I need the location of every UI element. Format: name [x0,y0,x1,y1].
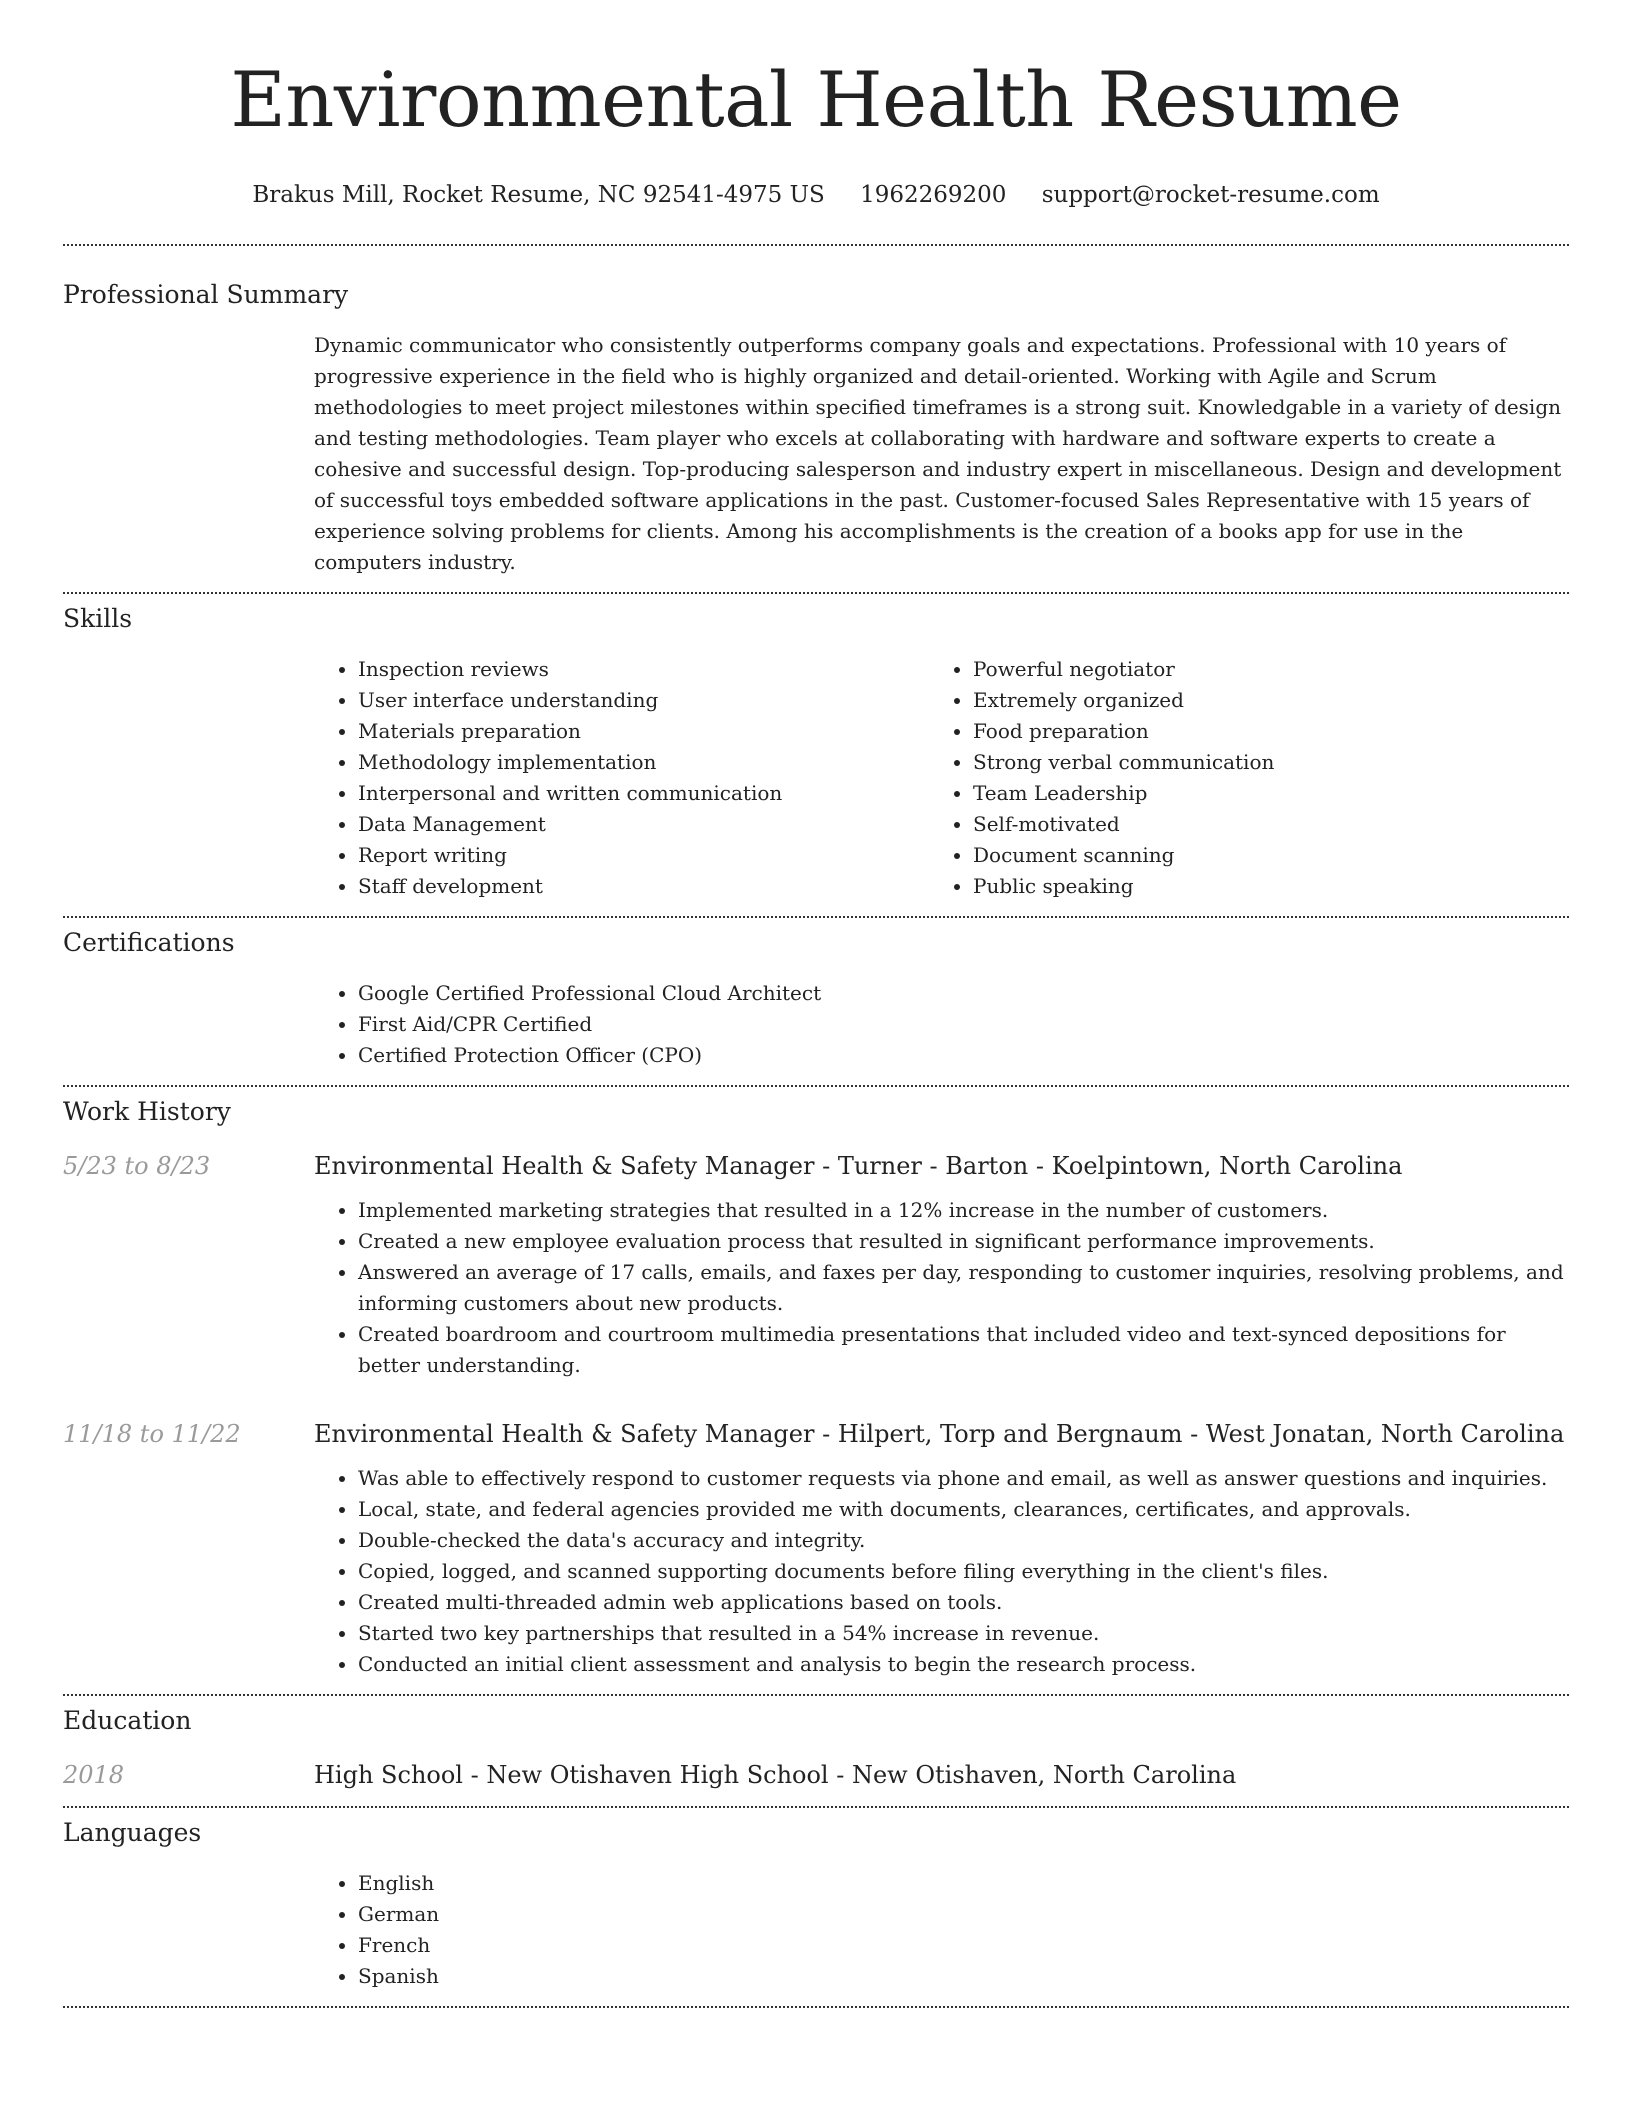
skill-item: • Data Management [358,809,929,840]
certification-item: • Google Certified Professional Cloud Architect [358,978,1569,1009]
summary-text: Dynamic communicator who consistently outperforms company goals and expectations. Professional with 10 years of progressive experience in the field who is highly organized and detail-oriented. Working with Agile and Scrum methodologies to meet project milestones within specified timeframes is a strong suit. Knowledgable in a variety of design and testing methodologies. Team player who excels at collaborating with hardware and software experts to create a cohesive and successful design. Top-producing salesperson and industry expert in miscellaneous. Design and development of successful toys embedded software applications in the past. Customer-focused Sales Representative with 15 years of experience solving problems for clients. Among his accomplishments is the creation of a books app for use in the computers industry. [314,333,1562,574]
skills-list-left [314,654,929,902]
skills-list-right [929,654,1544,902]
education-entry [63,1758,1569,1792]
job-details [314,1195,1569,1381]
skill-item: • Food preparation [973,716,1544,747]
job-bullet: • Implemented marketing strategies that resulted in a 12% increase in the number of customers. [358,1195,1569,1226]
job-entry [63,1149,1569,1381]
contact-phone: 1962269200 [860,182,1007,208]
education-heading-line: High School - New Otishaven High School - New Otishaven, North Carolina [314,1761,1237,1789]
skill-item: • Self-motivated [973,809,1544,840]
skill-item: • Staff development [358,871,929,902]
skills-heading: Skills [63,604,133,633]
job-bullet: • Conducted an initial client assessment and analysis to begin the research process. [358,1649,1569,1680]
contact-email: support@rocket-resume.com [1041,182,1380,208]
certifications-section [63,918,1569,1085]
job-details [314,1463,1569,1680]
summary-heading: Professional Summary [63,280,349,309]
skills-section [63,594,1569,916]
skill-item: • Extremely organized [973,685,1544,716]
language-item: • Spanish [358,1961,1569,1992]
job-bullet: • Copied, logged, and scanned supporting documents before filing everything in the client's files. [358,1556,1569,1587]
language-item: • German [358,1899,1569,1930]
skill-item: • Report writing [358,840,929,871]
job-bullet: • Double-checked the data's accuracy and integrity. [358,1525,1569,1556]
education-section [63,1696,1569,1806]
certification-item: • Certified Protection Officer (CPO) [358,1040,1569,1071]
skill-item: • Team Leadership [973,778,1544,809]
job-bullet: • Started two key partnerships that resulted in a 54% increase in revenue. [358,1618,1569,1649]
language-item: • English [358,1868,1569,1899]
education-heading: Education [63,1706,192,1735]
certifications-list [314,978,1569,1071]
skill-item: • Inspection reviews [358,654,929,685]
job-bullet: • Created a new employee evaluation process that resulted in significant performance improvements. [358,1226,1569,1257]
job-date: 5/23 to 8/23 [63,1152,211,1180]
work-history-section [63,1087,1569,1694]
skills-content [314,654,1569,902]
job-bullet: • Created multi-threaded admin web applications based on tools. [358,1587,1569,1618]
languages-section [63,1808,1569,2006]
job-bullet: • Was able to effectively respond to customer requests via phone and email, as well as answer questions and inquiries. [358,1463,1569,1494]
resume-title: Environmental Health Resume [230,55,1402,144]
summary-content [314,330,1569,578]
resume-header [63,0,1569,210]
skill-item: • User interface understanding [358,685,929,716]
contact-address: Brakus Mill, Rocket Resume, NC 92541-4975 US [252,182,825,208]
section-divider [63,2006,1569,2008]
work-history-heading: Work History [63,1097,231,1126]
languages-list [314,1868,1569,1992]
job-entry [63,1417,1569,1680]
certifications-heading: Certifications [63,928,235,957]
skill-item: • Methodology implementation [358,747,929,778]
job-date: 11/18 to 11/22 [63,1420,241,1448]
summary-section [63,246,1569,592]
languages-heading: Languages [63,1818,202,1847]
certification-item: • First Aid/CPR Certified [358,1009,1569,1040]
skill-item: • Interpersonal and written communication [358,778,929,809]
contact-line [63,180,1569,210]
job-bullet: • Answered an average of 17 calls, emails, and faxes per day, responding to customer inquiries, resolving problems, and informing customers about new products. [358,1257,1569,1319]
skill-item: • Public speaking [973,871,1544,902]
languages-content [314,1868,1569,1992]
skill-item: • Materials preparation [358,716,929,747]
job-bullet: • Created boardroom and courtroom multimedia presentations that included video and text-synced depositions for better understanding. [358,1319,1569,1381]
skill-item: • Strong verbal communication [973,747,1544,778]
language-item: • French [358,1930,1569,1961]
job-heading: Environmental Health & Safety Manager - Hilpert, Torp and Bergnaum - West Jonatan, North Carolina [314,1420,1565,1448]
certifications-content [314,978,1569,1071]
skill-item: • Document scanning [973,840,1544,871]
education-date: 2018 [63,1761,125,1789]
job-bullet: • Local, state, and federal agencies provided me with documents, clearances, certificates, and approvals. [358,1494,1569,1525]
job-heading: Environmental Health & Safety Manager - Turner - Barton - Koelpintown, North Carolina [314,1152,1403,1180]
job-bullets [314,1195,1569,1381]
skill-item: • Powerful negotiator [973,654,1544,685]
job-bullets [314,1463,1569,1680]
